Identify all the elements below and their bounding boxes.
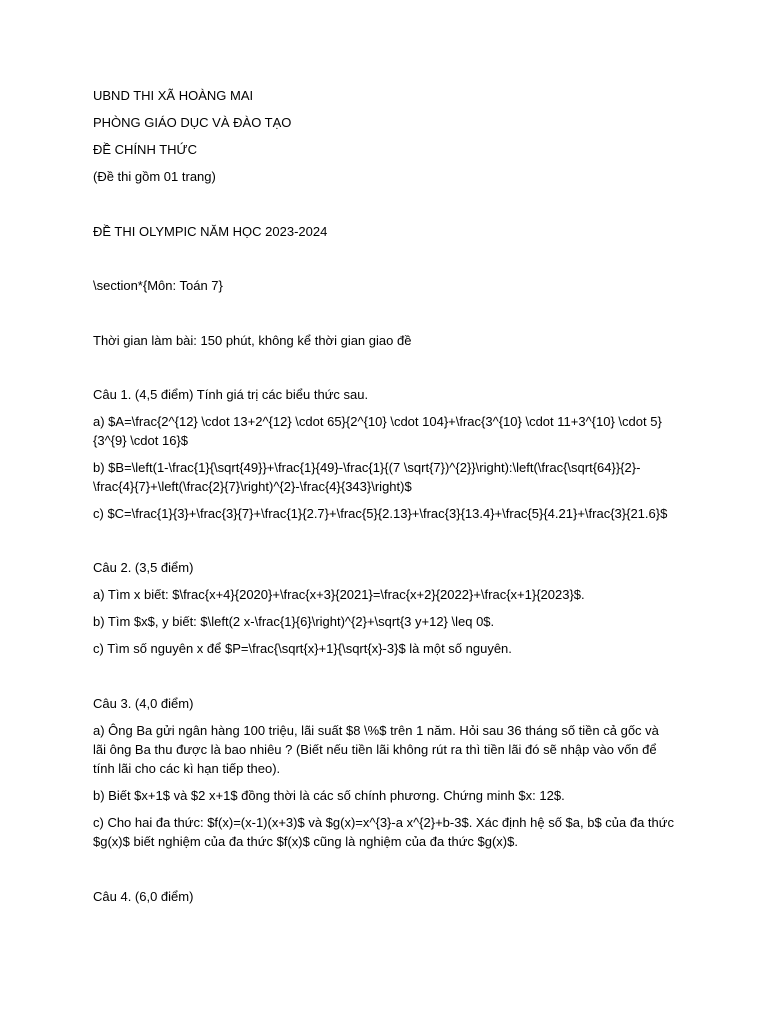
subject-line: \section*{Môn: Toán 7} xyxy=(93,278,223,293)
exam-title: ĐỀ THI OLYMPIC NĂM HỌC 2023-2024 xyxy=(93,224,328,239)
question-1-a: a) $A=\frac{2^{12} \cdot 13+2^{12} \cdot 65}{2^{10} \cdot 104}+\frac{3^{10} \cdot 11+3^{10} \cdot 5}{3^{9} \cdot 16}$ xyxy=(93,414,662,448)
question-1-c: c) $C=\frac{1}{3}+\frac{3}{7}+\frac{1}{2.7}+\frac{5}{2.13}+\frac{3}{13.4}+\frac{5}{4.21}+\frac{3}{21.6}$ xyxy=(93,506,668,521)
document-page xyxy=(93,86,675,906)
question-2-c: c) Tìm số nguyên x để $P=\frac{\sqrt{x}+1}{\sqrt{x}-3}$ là một số nguyên. xyxy=(93,641,512,656)
header-authority: UBND THI XÃ HOÀNG MAI xyxy=(93,88,254,103)
question-3-b: b) Biết $x+1$ và $2 x+1$ đồng thời là các số chính phương. Chứng minh $x: 12$. xyxy=(93,788,565,803)
question-2-title: Câu 2. (3,5 điểm) xyxy=(93,560,194,575)
question-2-a: a) Tìm x biết: $\frac{x+4}{2020}+\frac{x+3}{2021}=\frac{x+2}{2022}+\frac{x+1}{2023}$. xyxy=(93,587,585,602)
question-1-b: b) $B=\left(1-\frac{1}{\sqrt{49}}+\frac{1}{49}-\frac{1}{(7 \sqrt{7})^{2}}\right):\left(\frac{\sqrt{64}}{2}-\frac{4}{7}+\left(\frac{2}{7}\right)^{2}-\frac{4}{343}\right)$ xyxy=(93,460,641,494)
question-2-b: b) Tìm $x$, y biết: $\left(2 x-\frac{1}{6}\right)^{2}+\sqrt{3 y+12} \leq 0$. xyxy=(93,614,495,629)
question-3-a: a) Ông Ba gửi ngân hàng 100 triệu, lãi suất $8 \%$ trên 1 năm. Hỏi sau 36 tháng số tiền cả gốc và lãi ông Ba thu được là bao nhiêu ? (Biết nếu tiền lãi không rút ra thì tiền lãi đó sẽ nhập vào vốn để tính lãi cho các kì hạn tiếp theo). xyxy=(93,723,659,776)
header-official: ĐỀ CHÍNH THỨC xyxy=(93,142,198,157)
question-3-title: Câu 3. (4,0 điểm) xyxy=(93,696,194,711)
header-pages-note: (Đề thi gồm 01 trang) xyxy=(93,169,216,184)
time-note: Thời gian làm bài: 150 phút, không kể thời gian giao đề xyxy=(93,333,412,348)
question-1-title: Câu 1. (4,5 điểm) Tính giá trị các biểu thức sau. xyxy=(93,387,369,402)
question-3-c: c) Cho hai đa thức: $f(x)=(x-1)(x+3)$ và $g(x)=x^{3}-a x^{2}+b-3$. Xác định hệ số $a, b$ của đa thức $g(x)$ biết nghiệm của đa thức $f(x)$ cũng là nghiệm của đa thức $g(x)$. xyxy=(93,815,674,849)
header-department: PHÒNG GIÁO DỤC VÀ ĐÀO TẠO xyxy=(93,115,292,130)
question-4-title: Câu 4. (6,0 điểm) xyxy=(93,889,194,904)
